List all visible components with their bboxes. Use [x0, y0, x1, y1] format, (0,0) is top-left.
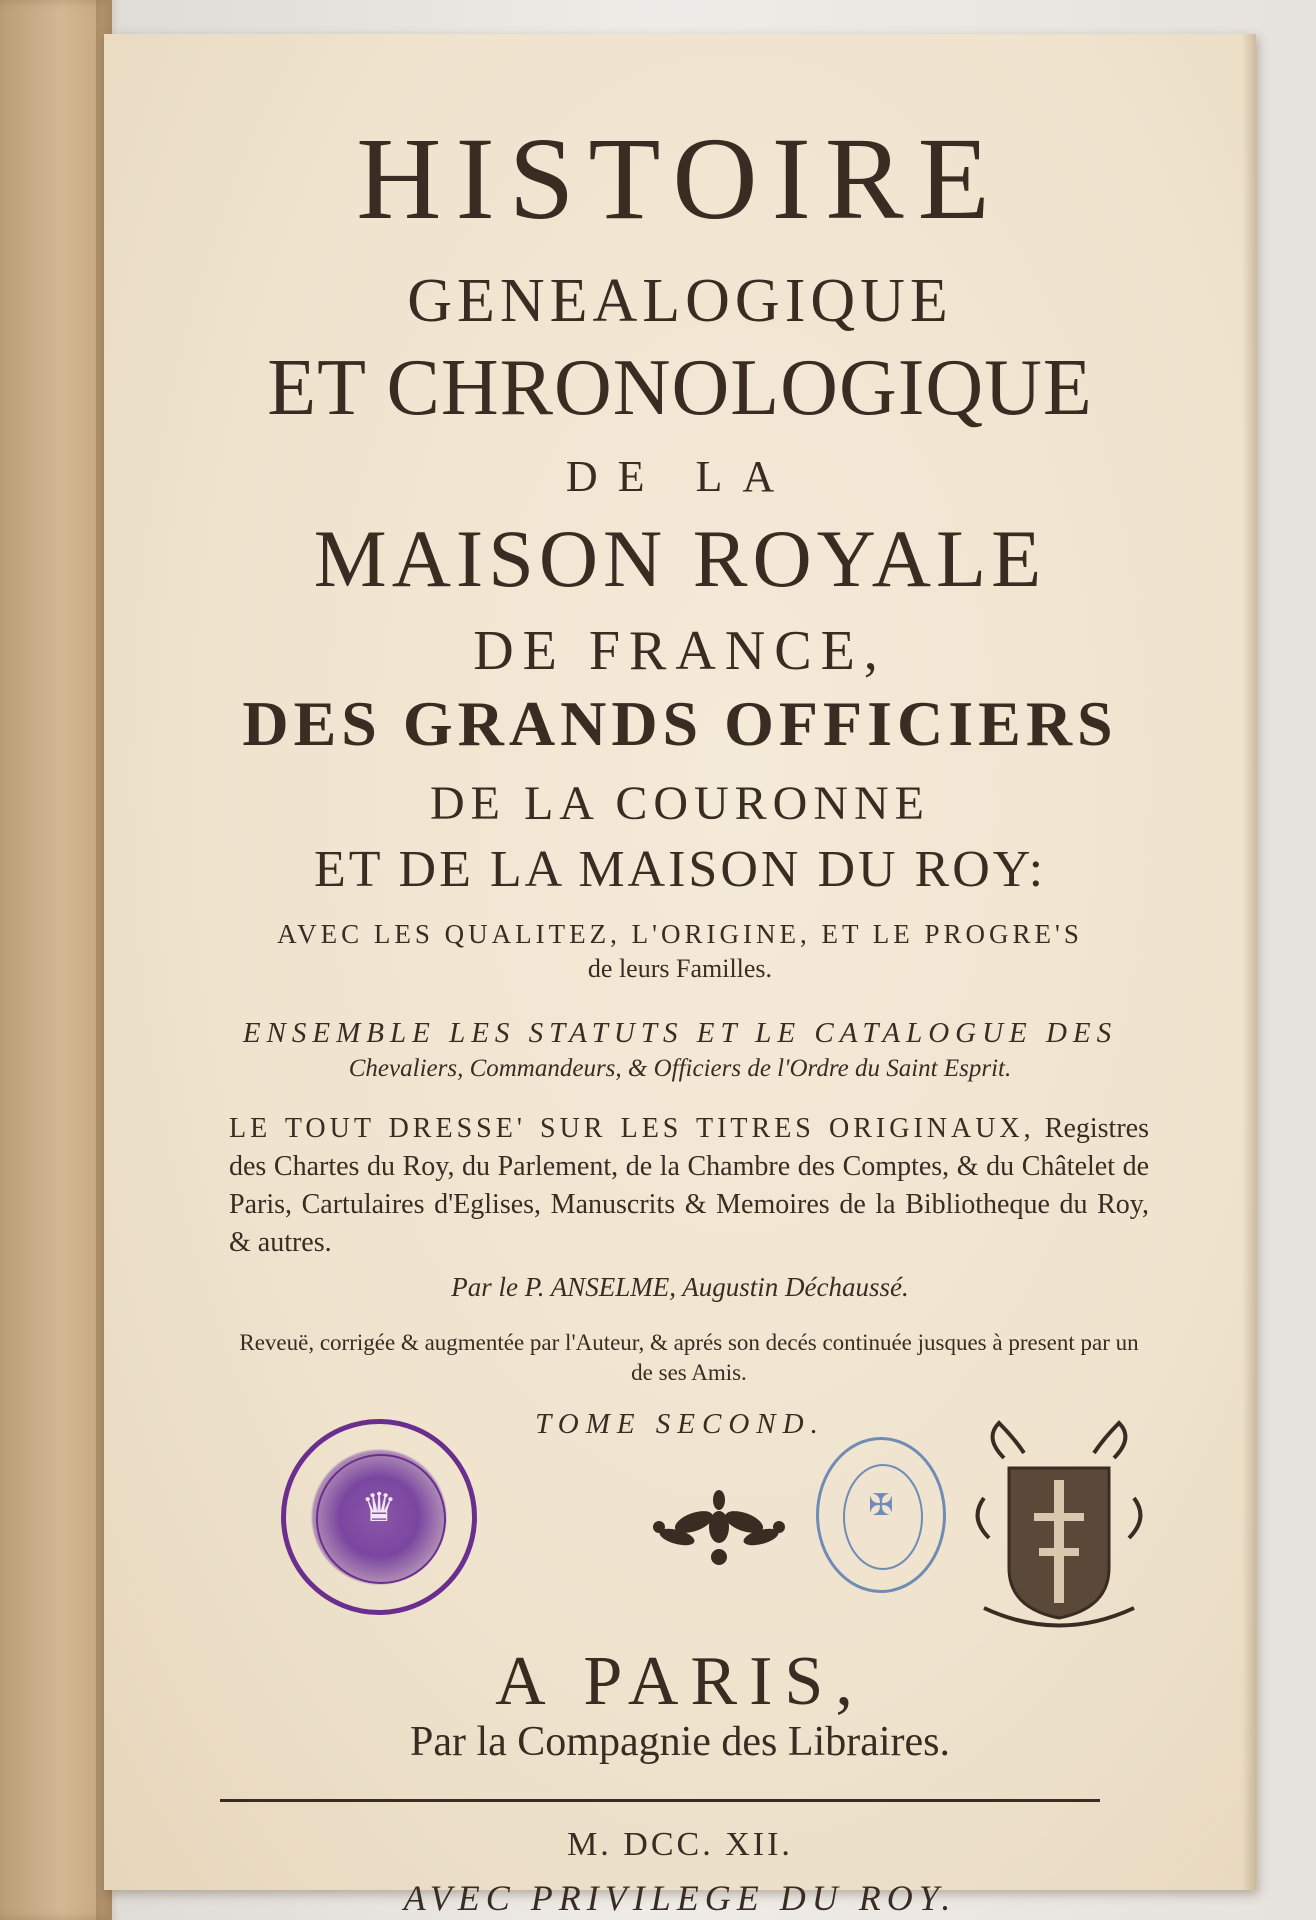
title-de-la: DE LA	[565, 452, 795, 501]
title-de-france: DE FRANCE,	[473, 620, 887, 682]
imprint-publisher: Par la Compagnie des Libraires.	[409, 1719, 950, 1765]
imprint-rule	[220, 1799, 1100, 1802]
title-couronne: DE LA COURONNE	[430, 777, 930, 830]
subtitle-familles: de leurs Familles.	[587, 954, 773, 983]
title-maison-royale: MAISON ROYALE	[313, 513, 1047, 604]
title-chronologique: ET CHRONOLOGIQUE	[267, 344, 1093, 432]
author-line: Par le P. ANSELME, Augustin Déchaussé.	[451, 1272, 909, 1302]
volume-line: TOME SECOND.	[535, 1408, 825, 1440]
seal-crest-icon: ♛	[361, 1485, 397, 1530]
title-genealogique: GENEALOGIQUE	[407, 267, 953, 335]
library-stamp-icon	[816, 1437, 946, 1593]
title-histoire: HISTOIRE	[356, 113, 1004, 244]
library-seal-icon	[281, 1419, 477, 1615]
imprint-privilege: AVEC PRIVILEGE DU ROY.	[403, 1878, 957, 1918]
subtitle-chevaliers: Chevaliers, Commandeurs, & Officiers de l'Ordre du Saint Esprit.	[348, 1055, 1012, 1082]
imprint-year: M. DCC. XII.	[567, 1826, 793, 1863]
subtitle-statuts: ENSEMBLE LES STATUTS ET LE CATALOGUE DES	[242, 1017, 1118, 1049]
title-page	[104, 34, 1256, 1918]
subtitle-qualitez: AVEC LES QUALITEZ, L'ORIGINE, ET LE PROGRE'S	[277, 919, 1083, 949]
stamp-cross-icon: ✠	[868, 1489, 894, 1522]
sources-text: Registres des Chartes du Roy, du Parlement, de la Chambre des Comptes, & du Châtelet de Paris, Cartulaires d'Eglises, Manuscrits & Memoires de la Bibliotheque du Roy, & autres.	[229, 1113, 1149, 1258]
sources-caps: LE TOUT DRESSE' SUR LES TITRES ORIGINAUX,	[229, 1113, 1035, 1144]
floral-ornament-icon	[639, 1482, 799, 1572]
sources-paragraph	[229, 1110, 1149, 1262]
revision-paragraph: Reveuë, corrigée & augmentée par l'Auteur, & aprés son decés continuée jusques à present par un de ses Amis.	[239, 1330, 1139, 1385]
coat-of-arms-icon	[964, 1418, 1154, 1648]
title-grands-officiers: DES GRANDS OFFICIERS	[242, 688, 1118, 759]
title-maison-du-roy: ET DE LA MAISON DU ROY:	[313, 841, 1047, 898]
imprint-place: A PARIS,	[495, 1643, 865, 1720]
